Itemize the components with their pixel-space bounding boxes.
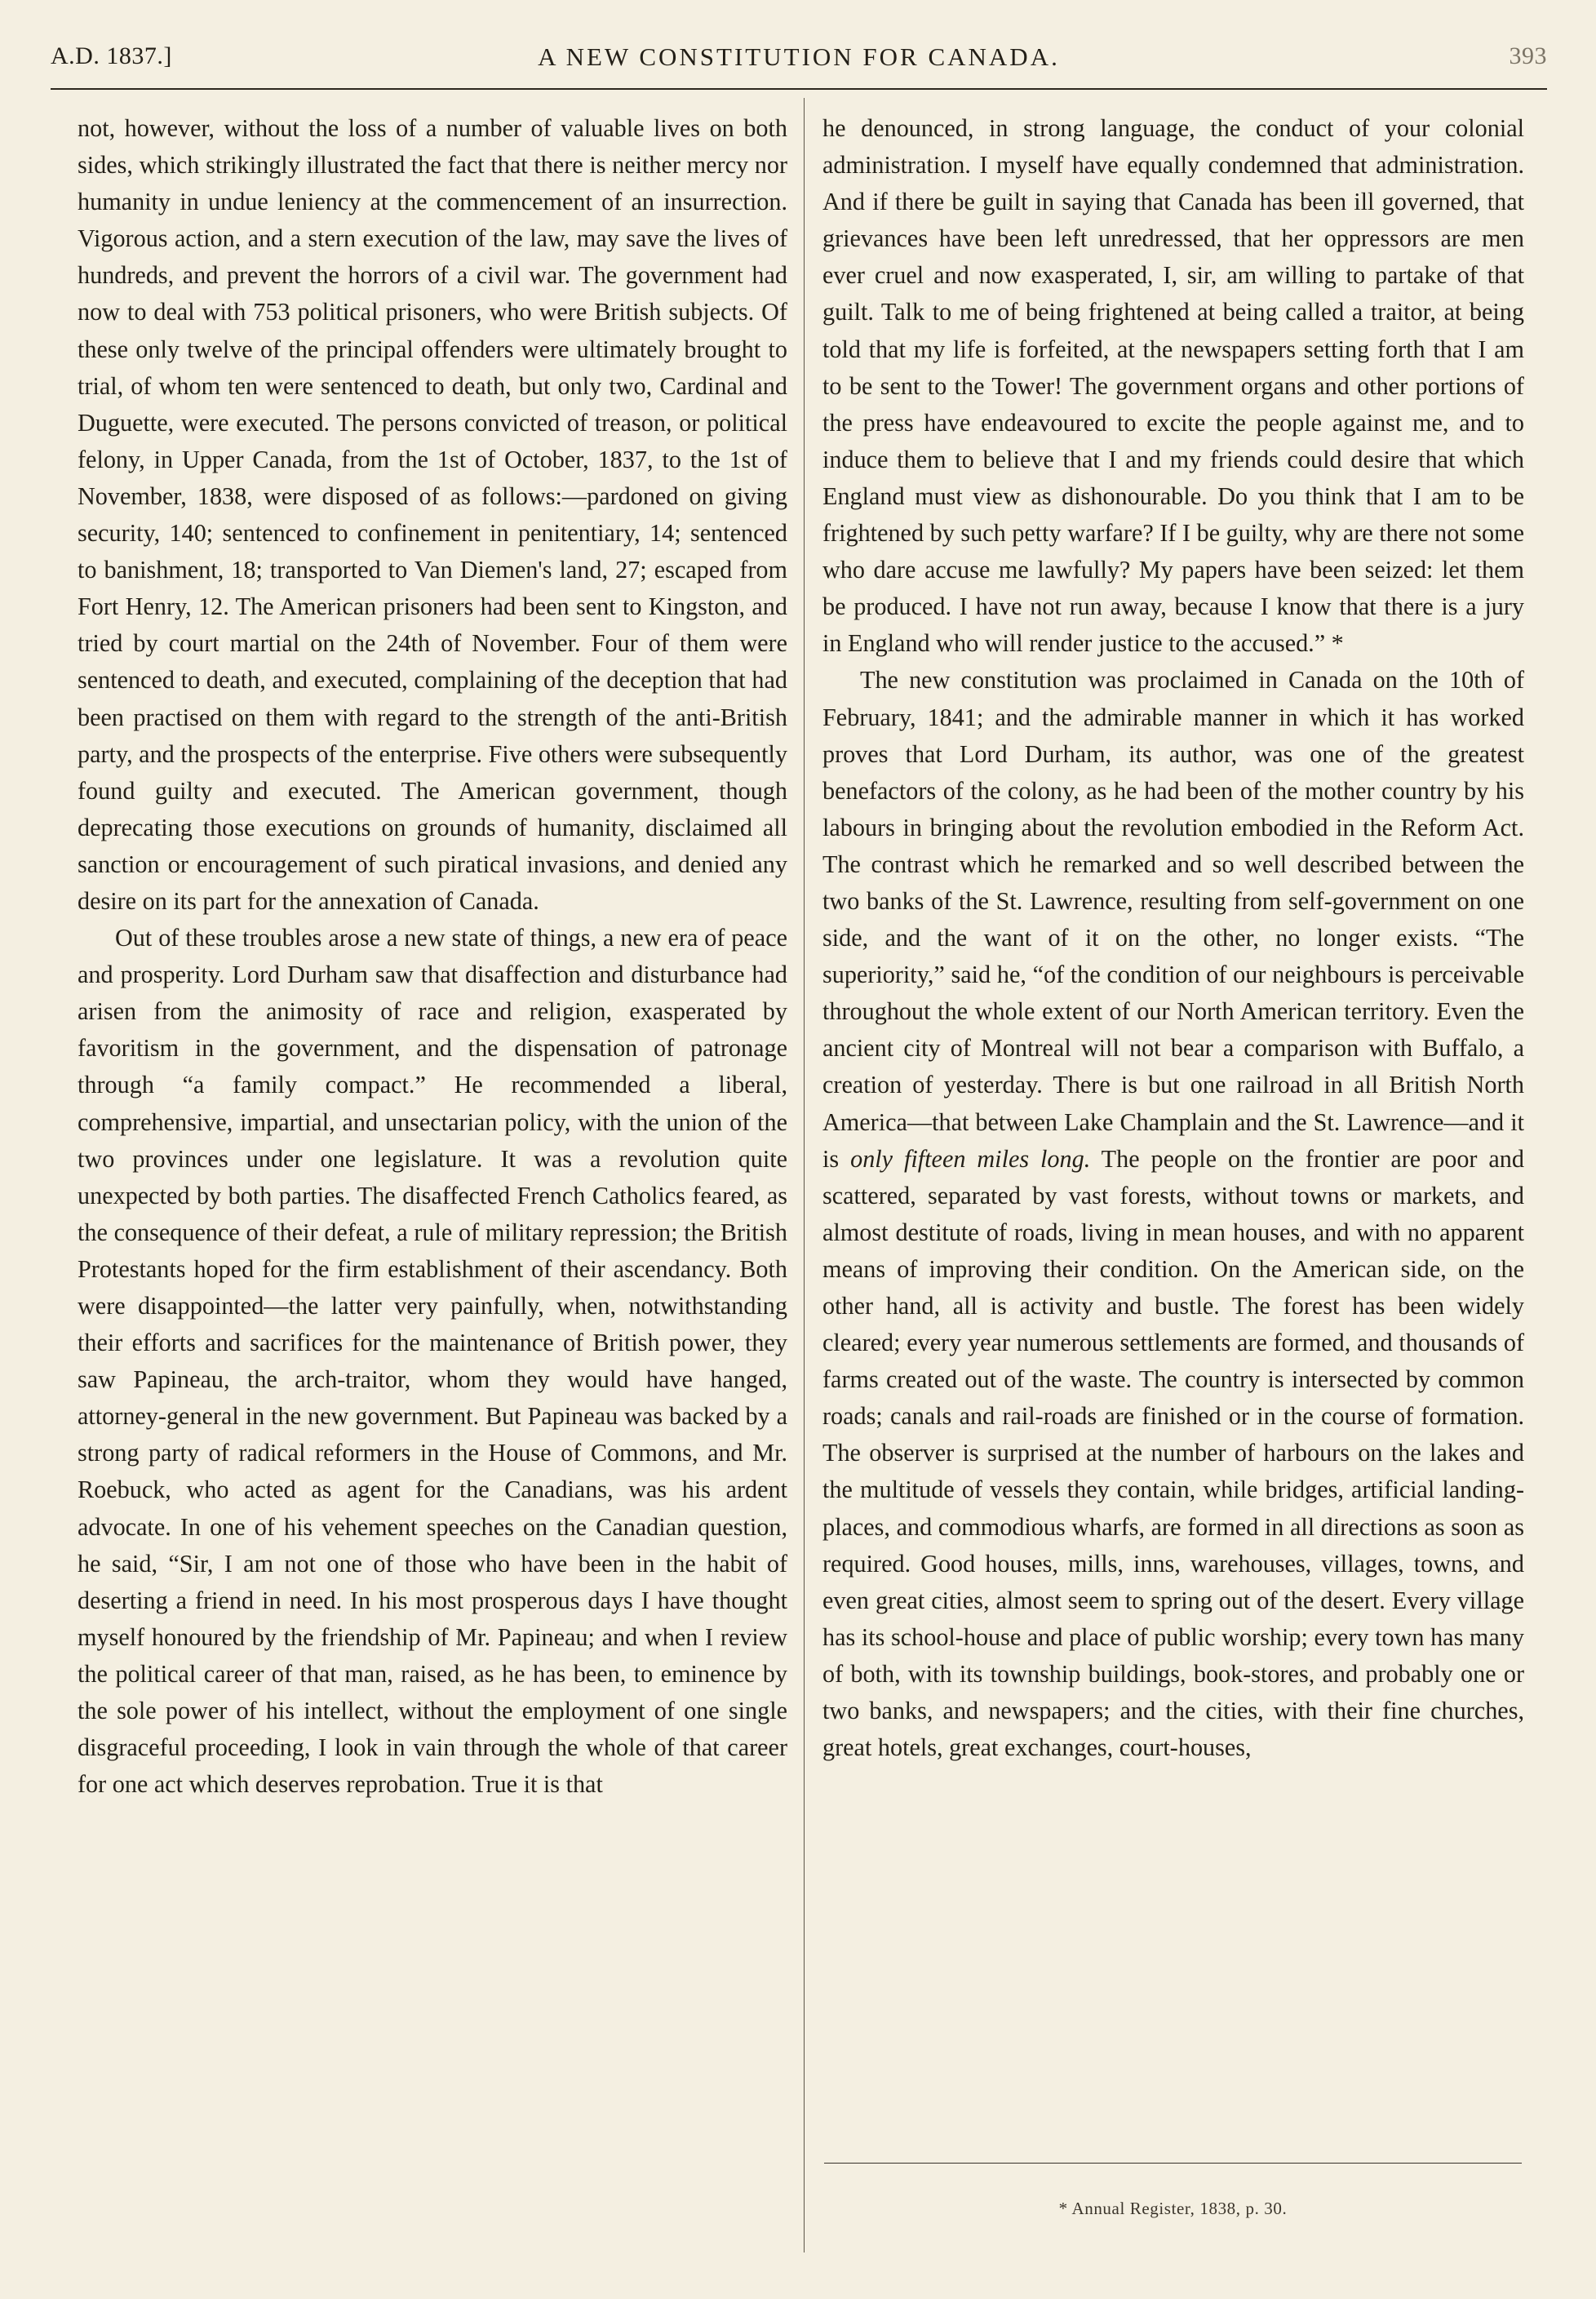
right-paragraph-2: [822, 662, 1524, 1766]
header-rule: [51, 88, 1547, 90]
left-column: [78, 110, 787, 1803]
left-paragraph-1: not, however, without the loss of a number of valuable lives on both sides, which strikingly illustrated the fact that there is neither mercy nor humanity in undue leniency at the commencement of an insurrection. Vigorous action, and a stern execution of the law, may save the lives of hundreds, and prevent the horrors of a civil war. The government had now to deal with 753 political prisoners, who were British subjects. Of these only twelve of the principal offenders were ultimately brought to trial, of whom ten were sentenced to death, but only two, Cardinal and Duguette, were executed. The persons convicted of treason, or political felony, in Upper Canada, from the 1st of October, 1837, to the 1st of November, 1838, were disposed of as follows:—pardoned on giving security, 140; sentenced to confinement in penitentiary, 14; sentenced to banishment, 18; transported to Van Diemen's land, 27; escaped from Fort Henry, 12. The American prisoners had been sent to Kingston, and tried by court martial on the 24th of November. Four of them were sentenced to death, and executed, complaining of the deception that had been practised on them with regard to the strength of the anti-British party, and the prospects of the enterprise. Five others were subsequently found guilty and executed. The American government, though deprecating those executions on grounds of humanity, disclaimed all sanction or encouragement of such piratical invasions, and denied any desire on its part for the annexation of Canada.: [78, 114, 787, 915]
right-paragraph-2-part-2: The people on the frontier are poor and scattered, separated by vast forests, without towns or markets, and almost destitute of roads, living in mean houses, and with no apparent means of improving their condition. On the American side, on the other hand, all is activity and bustle. The forest has been widely cleared; every year numerous settlements are formed, and thousands of farms created out of the waste. The country is intersected by common roads; canals and rail-roads are finished or in the course of formation. The observer is surprised at the number of harbours on the lakes and the multitude of vessels they contain, while bridges, artificial landing-places, and commodious wharfs, are formed in all directions as soon as required. Good houses, mills, inns, warehouses, villages, towns, and even great cities, almost seem to spring out of the desert. Every village has its school-house and place of public worship; every town has many of both, with its township buildings, book-stores, and probably one or two banks, and newspapers; and the cities, with their fine churches, great hotels, great exchanges, court-houses,: [822, 1144, 1524, 1762]
footnote-rule: [824, 2163, 1522, 2164]
running-head: [51, 33, 1547, 82]
right-column: [822, 110, 1524, 1766]
column-divider: [804, 98, 805, 2252]
italic-emphasis: only fifteen miles long.: [850, 1144, 1091, 1173]
footnote: * Annual Register, 1838, p. 30.: [1058, 2199, 1288, 2218]
right-paragraph-1: he denounced, in strong language, the conduct of your colonial administration. I myself have equally condemned that administration. And if there be guilt in saying that Canada has been ill governed, that grievances have been left unredressed, that her oppressors are men ever cruel and now exasperated, I, sir, am willing to partake of that guilt. Talk to me of being frightened at being called a traitor, at being told that my life is forfeited, at the newspapers setting forth that I am to be sent to the Tower! The government organs and other portions of the press have endeavoured to excite the people against me, and to induce them to believe that I and my friends could desire that which England must view as dishonourable. Do you think that I am to be frightened by such petty warfare? If I be guilty, why are there not some who dare accuse me lawfully? My papers have been seized: let them be produced. I have not run away, because I know that there is a jury in England who will render justice to the accused.” *: [822, 114, 1524, 658]
left-paragraph-2: Out of these troubles arose a new state of things, a new era of peace and prosperity. Lord Durham saw that disaffection and disturbance had arisen from the animosity of race and religion, exasperated by favoritism in the government, and the dispensation of patronage through “a family compact.” He recommended a liberal, comprehensive, impartial, and unsectarian policy, with the union of the two provinces under one legislature. It was a revolution quite unexpected by both parties. The disaffected French Catholics feared, as the consequence of their defeat, a rule of military repression; the British Protestants hoped for the firm establishment of their ascendancy. Both were disappointed—the latter very painfully, when, notwithstanding their efforts and sacrifices for the maintenance of British power, they saw Papineau, the arch-traitor, whom they would have hanged, attorney-general in the new government. But Papineau was backed by a strong party of radical reformers in the House of Commons, and Mr. Roebuck, who acted as agent for the Canadians, was his ardent advocate. In one of his vehement speeches on the Canadian question, he said, “Sir, I am not one of those who have been in the habit of deserting a friend in need. In his most prosperous days I have thought myself honoured by the friendship of Mr. Papineau; and when I review the political career of that man, raised, as he has been, to eminence by the sole power of his intellect, without the employment of one single disgraceful proceeding, I look in vain through the whole of that career for one act which deserves reprobation. True it is that: [78, 924, 787, 1799]
running-head-title: A NEW CONSTITUTION FOR CANADA.: [538, 42, 1060, 71]
page-number: 393: [1509, 42, 1547, 69]
running-head-date: A.D. 1837.]: [51, 42, 172, 69]
right-paragraph-2-part-1: The new constitution was proclaimed in Canada on the 10th of February, 1841; and the admirable manner in which it has worked proves that Lord Durham, its author, was one of the greatest benefactors of the colony, as he had been of the mother country by his labours in bringing about the revolution embodied in the Reform Act. The contrast which he remarked and so well described between the two banks of the St. Lawrence, resulting from self-government on one side, and the want of it on the other, no longer exists. “The superiority,” said he, “of the condition of our neighbours is perceivable throughout the whole extent of our North American territory. Even the ancient city of Montreal will not bear a comparison with Buffalo, a creation of yesterday. There is but one railroad in all British North America—that between Lake Champlain and the St. Lawrence—and it is: [822, 666, 1524, 1173]
